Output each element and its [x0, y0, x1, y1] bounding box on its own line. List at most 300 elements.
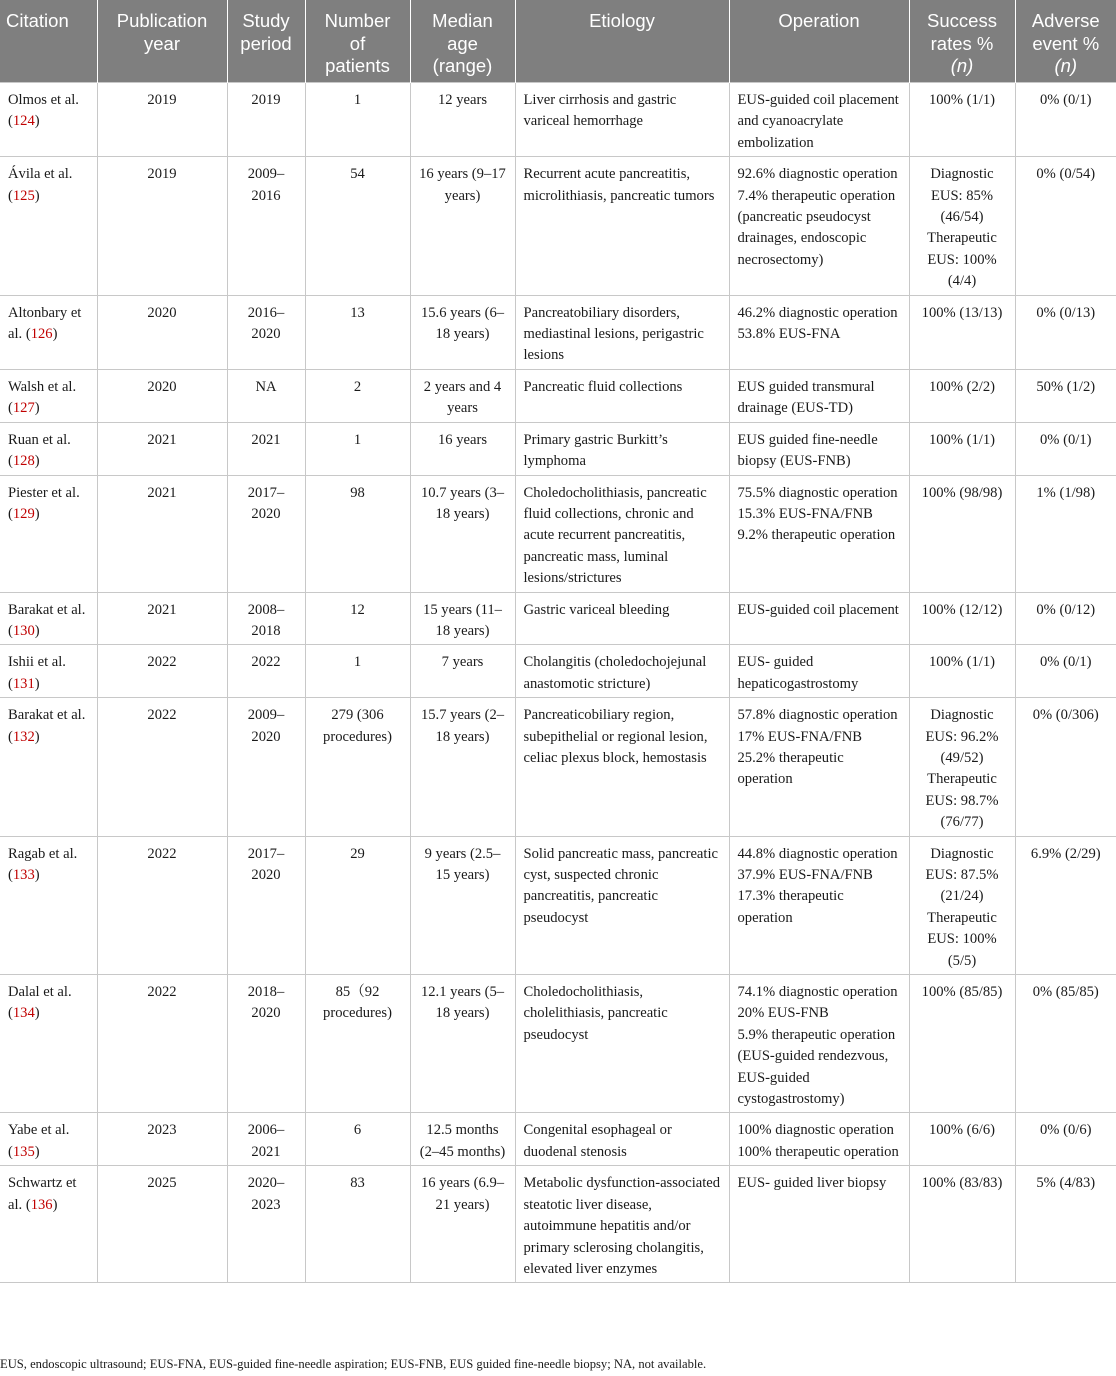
median-age-cell: [410, 157, 515, 295]
operation-text: EUS-guided coil placement and cyanoacrylate embolization: [737, 92, 899, 151]
header-text: event %: [1032, 32, 1100, 54]
citation-author: Olmos et al.: [8, 92, 79, 108]
median-age-cell: [410, 592, 515, 645]
publication-year-cell: [97, 157, 227, 295]
publication-year-cell: [97, 836, 227, 974]
citation-author: Dalal et al.: [8, 984, 72, 1001]
publication-year-cell: [97, 1113, 227, 1166]
number-of-patients-cell: [305, 836, 410, 974]
table-row: [0, 975, 1116, 1113]
column-header-publication-year: [97, 0, 227, 83]
number-of-patients-cell: [305, 592, 410, 645]
operation-cell: [729, 83, 909, 157]
table-footnote: EUS, endoscopic ultrasound; EUS-FNA, EUS-guided fine-needle aspiration; EUS-FNB, EUS guided fine-needle biopsy; NA, not available.: [0, 1357, 707, 1371]
table-row: [0, 295, 1116, 369]
median-age-cell: [410, 422, 515, 475]
study-period-cell: [227, 645, 305, 698]
publication-year-cell: [97, 645, 227, 698]
etiology-text: Primary gastric Burkitt’s lymphoma: [523, 431, 668, 470]
success-rate-cell: [909, 475, 1015, 592]
publication-year-cell: [97, 422, 227, 475]
publication-year-cell: [97, 1166, 227, 1283]
reference-link[interactable]: 133: [12, 867, 35, 883]
success-rate-cell: [909, 698, 1015, 836]
success-rate-text: Therapeutic EUS: 100% (4/4): [927, 230, 997, 290]
number-of-patients: 2: [353, 378, 362, 395]
etiology-text: Pancreatic fluid collections: [523, 378, 683, 395]
number-of-patients-cell: [305, 975, 410, 1113]
study-period-cell: [227, 592, 305, 645]
table-row: [0, 1113, 1116, 1166]
number-of-patients: 85（92 procedures): [323, 984, 392, 1022]
etiology-text: Solid pancreatic mass, pancreatic cyst, suspected chronic pancreatitis, pancreatic pseudocyst: [523, 845, 719, 926]
etiology-cell: [515, 157, 729, 295]
citation-author: Schwartz et al.: [8, 1175, 77, 1213]
success-rate-cell: [909, 645, 1015, 698]
etiology-text: Cholangitis (choledochojejunal anastomotic stricture): [523, 654, 707, 692]
number-of-patients: 1: [353, 654, 362, 671]
etiology-cell: [515, 1113, 729, 1166]
table-row: [0, 369, 1116, 422]
publication-year: 2023: [147, 1122, 177, 1139]
median-age: 16 years: [437, 431, 488, 448]
number-of-patients-cell: [305, 369, 410, 422]
reference-link[interactable]: 132: [12, 728, 35, 745]
median-age-cell: [410, 1113, 515, 1166]
reference-link[interactable]: 134: [12, 1005, 35, 1022]
table-header-row: [0, 0, 1116, 83]
column-header-operation: [729, 0, 909, 83]
etiology-text: Pancreatobiliary disorders, mediastinal lesions, perigastric lesions: [523, 304, 704, 364]
number-of-patients: 83: [350, 1175, 365, 1192]
study-period: NA: [255, 378, 277, 395]
operation-text: EUS guided transmural drainage (EUS-TD): [737, 378, 875, 417]
success-rate-cell: [909, 369, 1015, 422]
header-text: Publication: [116, 10, 208, 31]
study-period: 2017–2020: [247, 484, 285, 522]
number-of-patients: 279 (306 procedures): [323, 707, 392, 745]
etiology-cell: [515, 422, 729, 475]
median-age: 15.7 years (2–18 years): [420, 707, 505, 745]
adverse-event-cell: [1015, 1113, 1116, 1166]
table-row: [0, 698, 1116, 836]
adverse-event-cell: [1015, 975, 1116, 1113]
citation-cell: Barakat et al. (132): [0, 698, 97, 836]
number-of-patients: 12: [350, 601, 365, 618]
column-header-study-period: [227, 0, 305, 83]
success-rate-cell: [909, 422, 1015, 475]
citation-cell: Olmos et al. (124): [0, 83, 97, 157]
citation-author: Walsh et al.: [8, 378, 77, 395]
operation-text: 100% therapeutic operation: [737, 1143, 899, 1160]
success-rate-cell: [909, 1166, 1015, 1283]
median-age: 15.6 years (6–18 years): [420, 304, 505, 343]
header-text: (n): [1054, 55, 1078, 76]
study-period-cell: [227, 1113, 305, 1166]
table-row: [0, 422, 1116, 475]
reference-link[interactable]: 129: [12, 505, 35, 522]
adverse-event-cell: [1015, 83, 1116, 157]
publication-year: 2022: [147, 707, 177, 724]
success-rate-text: Therapeutic EUS: 98.7% (76/77): [925, 771, 999, 831]
median-age: 10.7 years (3–18 years): [420, 484, 505, 522]
reference-link[interactable]: 135: [12, 1143, 35, 1160]
adverse-event-text: 0% (0/6): [1040, 1122, 1092, 1139]
citation-author: Yabe et al.: [8, 1122, 70, 1139]
operation-text: 25.2% therapeutic operation: [737, 749, 844, 788]
etiology-cell: [515, 295, 729, 369]
column-header-median-age: [410, 0, 515, 83]
study-period-cell: [227, 836, 305, 974]
study-period: 2009–2016: [247, 166, 285, 204]
citation-cell: Walsh et al. (127): [0, 369, 97, 422]
adverse-event-text: 0% (0/1): [1040, 92, 1092, 108]
reference-link[interactable]: 131: [12, 675, 35, 692]
number-of-patients-cell: [305, 1166, 410, 1283]
publication-year: 2021: [147, 484, 177, 501]
table-body: [0, 83, 1116, 1283]
header-text: of: [349, 32, 366, 54]
citation-author: Ávila et al.: [8, 166, 73, 183]
study-period-cell: [227, 369, 305, 422]
success-rate-text: 100% (12/12): [921, 601, 1003, 618]
table-row: [0, 836, 1116, 974]
study-period-cell: [227, 422, 305, 475]
adverse-event-cell: [1015, 422, 1116, 475]
adverse-event-cell: [1015, 645, 1116, 698]
adverse-event-cell: [1015, 369, 1116, 422]
operation-cell: [729, 422, 909, 475]
column-header-citation: [0, 0, 97, 83]
success-rate-text: 100% (83/83): [921, 1175, 1003, 1192]
success-rate-text: 100% (13/13): [921, 304, 1003, 321]
header-text: age: [447, 32, 478, 54]
median-age: 15 years (11–18 years): [423, 601, 502, 639]
study-period: 2017–2020: [247, 845, 285, 883]
number-of-patients: 1: [353, 431, 362, 448]
operation-text: 20% EUS-FNB: [737, 1005, 829, 1022]
operation-text: 57.8% diagnostic operation: [737, 707, 898, 724]
success-rate-text: Diagnostic EUS: 96.2% (49/52): [925, 707, 999, 766]
adverse-event-cell: [1015, 1166, 1116, 1283]
operation-cell: [729, 645, 909, 698]
etiology-cell: [515, 975, 729, 1113]
median-age: 9 years (2.5–15 years): [424, 845, 501, 883]
etiology-cell: [515, 369, 729, 422]
study-period: 2006–2021: [247, 1122, 285, 1160]
reference-link[interactable]: 124: [12, 113, 35, 130]
etiology-text: Recurrent acute pancreatitis, microlithiasis, pancreatic tumors: [523, 166, 715, 204]
operation-text: 92.6% diagnostic operation: [737, 166, 898, 183]
citation-cell: Barakat et al. (130): [0, 592, 97, 645]
citation-author: Piester et al.: [8, 484, 80, 501]
etiology-text: Congenital esophageal or duodenal stenosis: [523, 1122, 672, 1160]
median-age-cell: [410, 83, 515, 157]
header-text: period: [240, 32, 292, 54]
number-of-patients: 6: [353, 1122, 362, 1139]
adverse-event-text: 0% (0/306): [1032, 707, 1099, 724]
reference-link[interactable]: 130: [12, 622, 35, 639]
etiology-text: Metabolic dysfunction-associated steatotic liver disease, autoimmune hepatitis and/or primary sclerosing cholangitis, elevated liver enzymes: [523, 1175, 721, 1277]
citation-author: Barakat et al.: [8, 601, 86, 618]
operation-text: 46.2% diagnostic operation: [737, 304, 898, 321]
etiology-text: Pancreaticobiliary region, subepithelial or regional lesion, celiac plexus block, hemostasis: [523, 707, 708, 766]
citation-author: Ishii et al.: [8, 654, 66, 671]
success-rate-cell: [909, 975, 1015, 1113]
number-of-patients-cell: [305, 475, 410, 592]
header-text: Study: [242, 10, 290, 31]
reference-link[interactable]: 128: [12, 453, 35, 470]
study-period-cell: [227, 83, 305, 157]
adverse-event-text: 0% (0/1): [1040, 431, 1092, 448]
etiology-cell: [515, 1166, 729, 1283]
success-rate-cell: [909, 836, 1015, 974]
publication-year: 2022: [147, 654, 177, 671]
success-rate-text: 100% (1/1): [928, 654, 996, 671]
operation-cell: [729, 975, 909, 1113]
number-of-patients-cell: [305, 157, 410, 295]
operation-text: EUS- guided hepaticogastrostomy: [737, 654, 859, 692]
adverse-event-text: 0% (0/1): [1040, 654, 1092, 671]
operation-text: 5.9% therapeutic operation (EUS-guided rendezvous, EUS-guided cystogastrostomy): [737, 1026, 896, 1108]
operation-cell: [729, 592, 909, 645]
operation-text: 53.8% EUS-FNA: [737, 326, 841, 343]
citation-cell: Ragab et al. (133): [0, 836, 97, 974]
adverse-event-text: 1% (1/98): [1036, 484, 1096, 501]
success-rate-text: 100% (85/85): [921, 984, 1003, 1001]
column-header-etiology: [515, 0, 729, 83]
header-text: patients: [325, 55, 390, 76]
number-of-patients-cell: [305, 645, 410, 698]
study-period: 2009–2020: [247, 707, 285, 745]
operation-text: 37.9% EUS-FNA/FNB: [737, 867, 873, 883]
success-rate-text: 100% (1/1): [928, 431, 996, 448]
citation-cell: Dalal et al. (134): [0, 975, 97, 1113]
study-period: 2022: [251, 654, 281, 671]
median-age-cell: [410, 975, 515, 1113]
adverse-event-cell: [1015, 836, 1116, 974]
adverse-event-cell: [1015, 157, 1116, 295]
median-age-cell: [410, 295, 515, 369]
median-age: 2 years and 4 years: [423, 378, 502, 417]
operation-cell: [729, 698, 909, 836]
median-age-cell: [410, 645, 515, 698]
study-period-cell: [227, 975, 305, 1113]
header-text: (n): [950, 55, 974, 76]
etiology-text: Choledocholithiasis, cholelithiasis, pancreatic pseudocyst: [523, 984, 668, 1043]
header-text: Operation: [778, 10, 860, 31]
adverse-event-text: 0% (0/54): [1036, 166, 1096, 183]
operation-text: 15.3% EUS-FNA/FNB: [737, 505, 873, 522]
publication-year: 2022: [147, 984, 177, 1001]
success-rate-text: 100% (6/6): [928, 1122, 996, 1139]
success-rate-cell: [909, 592, 1015, 645]
success-rate-text: Diagnostic EUS: 87.5% (21/24): [925, 845, 999, 905]
number-of-patients: 29: [350, 845, 365, 862]
operation-text: 7.4% therapeutic operation (pancreatic pseudocyst drainages, endoscopic necrosectomy): [737, 187, 896, 268]
table-row: [0, 592, 1116, 645]
publication-year: 2019: [147, 92, 177, 108]
number-of-patients: 98: [350, 484, 365, 501]
number-of-patients: 54: [350, 166, 365, 183]
operation-text: EUS guided fine-needle biopsy (EUS-FNB): [737, 431, 878, 470]
column-header-number-of-patients: [305, 0, 410, 83]
publication-year: 2025: [147, 1175, 177, 1192]
column-header-adverse-event: [1015, 0, 1116, 83]
operation-cell: [729, 1166, 909, 1283]
operation-cell: [729, 836, 909, 974]
publication-year-cell: [97, 295, 227, 369]
publication-year-cell: [97, 592, 227, 645]
adverse-event-text: 0% (0/13): [1036, 304, 1096, 321]
etiology-text: Liver cirrhosis and gastric variceal hemorrhage: [523, 92, 677, 130]
citation-cell: Schwartz et al. (136): [0, 1166, 97, 1283]
etiology-cell: [515, 592, 729, 645]
operation-text: EUS-guided coil placement: [737, 601, 899, 618]
citation-cell: Altonbary et al. (126): [0, 295, 97, 369]
operation-text: 100% diagnostic operation: [737, 1122, 894, 1139]
reference-link[interactable]: 136: [30, 1196, 53, 1213]
operation-text: EUS- guided liver biopsy: [737, 1175, 887, 1192]
study-period: 2008–2018: [247, 601, 285, 639]
citation-cell: Yabe et al. (135): [0, 1113, 97, 1166]
publication-year: 2021: [147, 431, 177, 448]
median-age: 7 years: [441, 654, 484, 671]
median-age: 12 years: [437, 92, 488, 108]
operation-text: 75.5% diagnostic operation: [737, 484, 898, 501]
study-period-cell: [227, 1166, 305, 1283]
reference-link[interactable]: 127: [12, 400, 35, 417]
publication-year-cell: [97, 83, 227, 157]
study-period: 2020–2023: [247, 1175, 285, 1213]
table-row: [0, 645, 1116, 698]
median-age-cell: [410, 369, 515, 422]
header-text: Adverse: [1031, 10, 1100, 31]
study-period-cell: [227, 157, 305, 295]
median-age: 16 years (9–17 years): [419, 166, 506, 204]
citation-author: Ragab et al.: [8, 845, 78, 862]
median-age-cell: [410, 836, 515, 974]
adverse-event-cell: [1015, 295, 1116, 369]
study-period: 2018–2020: [247, 984, 285, 1022]
etiology-cell: [515, 698, 729, 836]
header-text: year: [144, 32, 180, 54]
table-row: [0, 83, 1116, 157]
publication-year-cell: [97, 475, 227, 592]
table-row: [0, 157, 1116, 295]
citation-author: Barakat et al.: [8, 707, 86, 724]
number-of-patients-cell: [305, 422, 410, 475]
success-rate-cell: [909, 1113, 1015, 1166]
header-text: Number: [324, 10, 391, 31]
header-text: (range): [432, 55, 493, 76]
success-rate-text: Diagnostic EUS: 85% (46/54): [930, 166, 994, 226]
reference-link[interactable]: 126: [30, 326, 53, 343]
reference-link[interactable]: 125: [12, 187, 35, 204]
operation-cell: [729, 1113, 909, 1166]
adverse-event-text: 5% (4/83): [1036, 1175, 1096, 1192]
citation-cell: Piester et al. (129): [0, 475, 97, 592]
number-of-patients-cell: [305, 295, 410, 369]
operation-text: 17.3% therapeutic operation: [737, 888, 844, 926]
success-rate-text: 100% (1/1): [928, 92, 996, 108]
operation-cell: [729, 295, 909, 369]
etiology-cell: [515, 645, 729, 698]
operation-cell: [729, 475, 909, 592]
median-age-cell: [410, 698, 515, 836]
operation-text: 17% EUS-FNA/FNB: [737, 728, 862, 745]
median-age: 12.1 years (5–18 years): [420, 984, 505, 1022]
column-header-success-rates: [909, 0, 1015, 83]
table-row: [0, 1166, 1116, 1283]
number-of-patients-cell: [305, 83, 410, 157]
operation-text: 44.8% diagnostic operation: [737, 845, 898, 862]
publication-year: 2021: [147, 601, 177, 618]
adverse-event-text: 6.9% (2/29): [1030, 845, 1101, 862]
adverse-event-cell: [1015, 698, 1116, 836]
number-of-patients: 1: [353, 92, 362, 108]
publication-year-cell: [97, 369, 227, 422]
header-text: Success: [927, 10, 997, 31]
success-rate-cell: [909, 83, 1015, 157]
adverse-event-text: 0% (85/85): [1032, 984, 1099, 1001]
median-age: 16 years (6.9–21 years): [420, 1175, 505, 1213]
etiology-cell: [515, 83, 729, 157]
operation-cell: [729, 369, 909, 422]
citation-cell: Ruan et al. (128): [0, 422, 97, 475]
number-of-patients: 13: [350, 304, 365, 321]
adverse-event-text: 0% (0/12): [1036, 601, 1096, 618]
citation-author: Altonbary et al.: [8, 304, 82, 343]
study-period-cell: [227, 698, 305, 836]
success-rate-text: 100% (2/2): [928, 378, 996, 395]
header-text: Citation: [6, 10, 69, 31]
study-period-cell: [227, 295, 305, 369]
study-period-cell: [227, 475, 305, 592]
header-text: Etiology: [589, 10, 655, 31]
header-text: rates %: [930, 32, 994, 54]
publication-year-cell: [97, 975, 227, 1113]
success-rate-cell: [909, 295, 1015, 369]
publication-year-cell: [97, 698, 227, 836]
citation-author: Ruan et al.: [8, 431, 71, 448]
operation-text: 74.1% diagnostic operation: [737, 984, 898, 1001]
number-of-patients-cell: [305, 1113, 410, 1166]
success-rate-cell: [909, 157, 1015, 295]
etiology-cell: [515, 836, 729, 974]
median-age: 12.5 months (2–45 months): [419, 1122, 506, 1160]
success-rate-text: 100% (98/98): [921, 484, 1003, 501]
study-period: 2019: [251, 92, 281, 108]
operation-cell: [729, 157, 909, 295]
citation-cell: Ishii et al. (131): [0, 645, 97, 698]
study-period: 2021: [251, 431, 281, 448]
etiology-cell: [515, 475, 729, 592]
study-period: 2016–2020: [247, 304, 285, 343]
adverse-event-text: 50% (1/2): [1036, 378, 1096, 395]
citation-cell: Ávila et al. (125): [0, 157, 97, 295]
table-row: [0, 475, 1116, 592]
success-rate-text: Therapeutic EUS: 100% (5/5): [927, 909, 997, 969]
publication-year: 2019: [147, 166, 177, 183]
publication-year: 2020: [147, 378, 177, 395]
publication-year: 2020: [147, 304, 177, 321]
number-of-patients-cell: [305, 698, 410, 836]
publication-year: 2022: [147, 845, 177, 862]
median-age-cell: [410, 1166, 515, 1283]
adverse-event-cell: [1015, 592, 1116, 645]
header-text: Median: [432, 10, 493, 31]
